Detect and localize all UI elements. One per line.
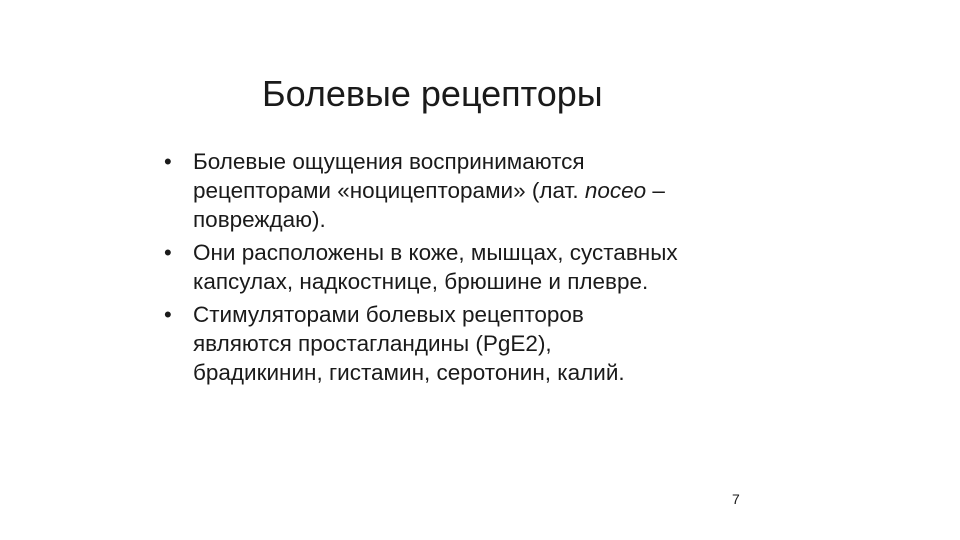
bullet-1-line-2-dash: – — [646, 178, 665, 203]
bullet-item-2 — [160, 238, 780, 296]
bullet-item-3 — [160, 300, 780, 387]
bullet-2-line-2: капсулах, надкостнице, брюшине и плевре. — [193, 269, 649, 294]
bullet-1-line-2-text: рецепторами «ноцицепторами» (лат. — [193, 178, 585, 203]
bullet-3-line-3: брадикинин, гистамин, серотонин, калий. — [193, 360, 625, 385]
bullet-icon: • — [164, 302, 172, 327]
latin-term: noceo — [584, 178, 647, 203]
bullet-3-line-2: являются простагландины (PgE2), — [193, 331, 552, 356]
page-number: 7 — [732, 491, 740, 507]
bullet-icon: • — [164, 240, 172, 265]
bullet-list — [160, 147, 780, 391]
bullet-1-line-1: Болевые ощущения воспринимаются — [193, 149, 585, 174]
bullet-1-line-2 — [193, 176, 780, 205]
bullet-item-1 — [160, 147, 780, 234]
bullet-1-line-3: повреждаю). — [193, 207, 326, 232]
bullet-2-line-1: Они расположены в коже, мышцах, суставных — [193, 240, 678, 265]
bullet-icon: • — [164, 149, 172, 174]
bullet-3-line-1: Стимуляторами болевых рецепторов — [193, 302, 584, 327]
slide-title: Болевые рецепторы — [262, 73, 603, 114]
